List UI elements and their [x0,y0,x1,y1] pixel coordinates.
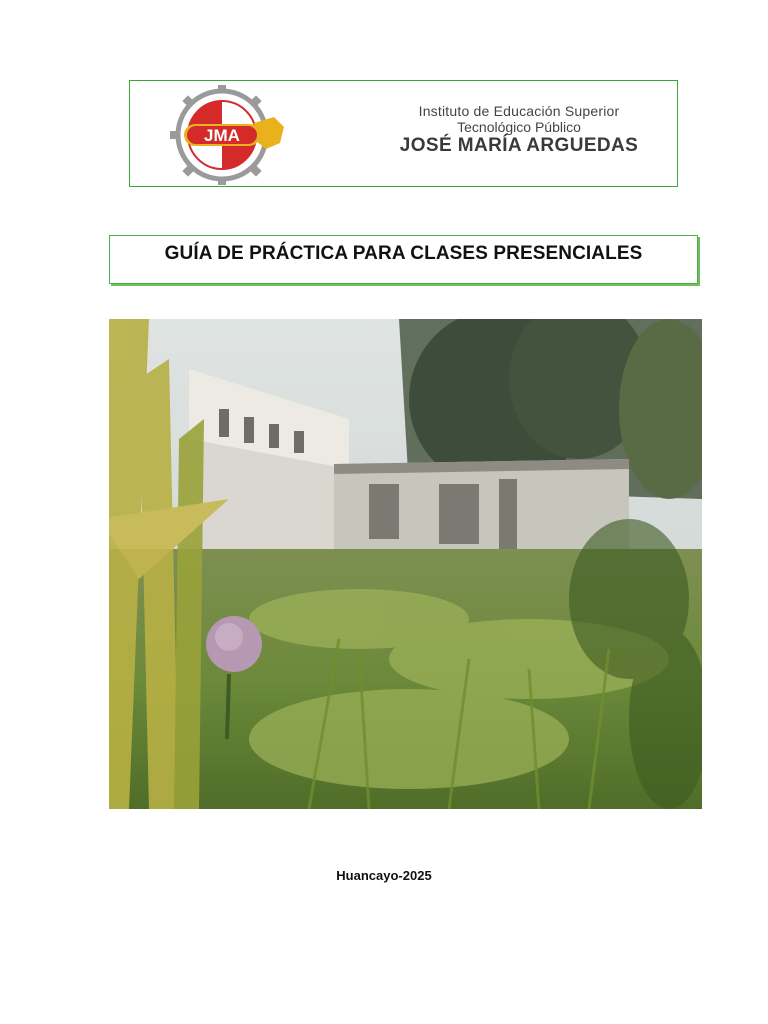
document-footer-place-year: Huancayo-2025 [336,868,432,883]
institution-header [129,80,678,187]
campus-photo [109,319,702,809]
institution-name [360,103,678,157]
document-title: GUÍA DE PRÁCTICA PARA CLASES PRESENCIALES [164,243,643,264]
institution-line-1: Instituto de Educación Superior [418,103,620,119]
document-title-box [109,235,698,284]
institution-seal-logo [134,83,314,186]
institution-line-3: JOSÉ MARÍA ARGUEDAS [399,135,639,156]
institution-line-2: Tecnológico Público [457,119,581,135]
logo-initials: JMA [204,126,240,145]
